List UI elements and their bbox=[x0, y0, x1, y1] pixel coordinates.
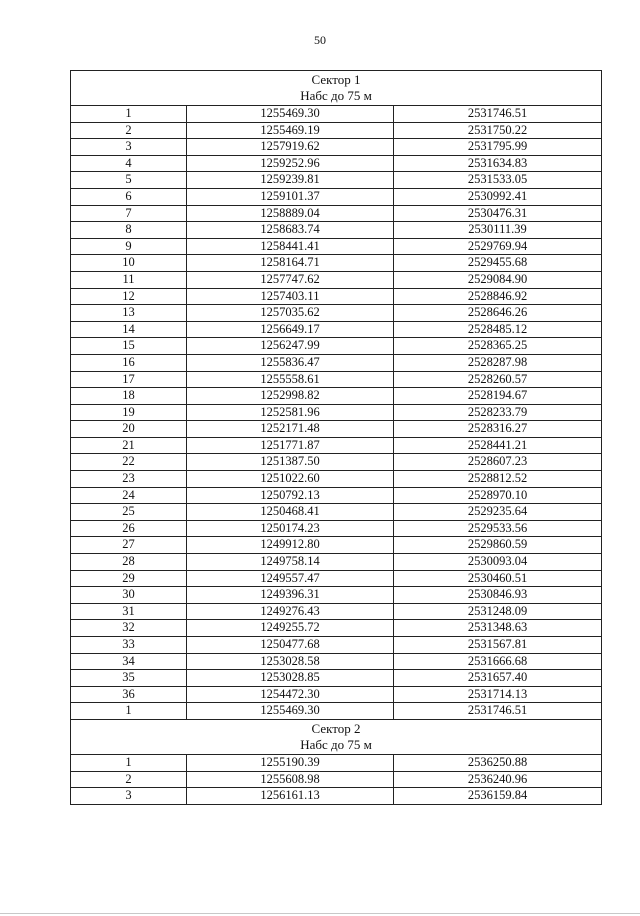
table-row bbox=[71, 238, 602, 255]
table-row bbox=[71, 620, 602, 637]
x-coordinate-cell: 1253028.58 bbox=[187, 653, 394, 670]
point-number-cell: 14 bbox=[71, 321, 187, 338]
point-number-cell: 4 bbox=[71, 155, 187, 172]
y-coordinate-cell: 2531657.40 bbox=[394, 670, 602, 687]
table-row bbox=[71, 404, 602, 421]
point-number-cell: 16 bbox=[71, 354, 187, 371]
y-coordinate-cell: 2528260.57 bbox=[394, 371, 602, 388]
x-coordinate-cell: 1256649.17 bbox=[187, 321, 394, 338]
x-coordinate-cell: 1255836.47 bbox=[187, 354, 394, 371]
y-coordinate-cell: 2530846.93 bbox=[394, 587, 602, 604]
point-number-cell: 21 bbox=[71, 437, 187, 454]
y-coordinate-cell: 2531795.99 bbox=[394, 139, 602, 156]
point-number-cell: 30 bbox=[71, 587, 187, 604]
table-row bbox=[71, 686, 602, 703]
x-coordinate-cell: 1249255.72 bbox=[187, 620, 394, 637]
x-coordinate-cell: 1249758.14 bbox=[187, 554, 394, 571]
x-coordinate-cell: 1251771.87 bbox=[187, 437, 394, 454]
point-number-cell: 13 bbox=[71, 305, 187, 322]
y-coordinate-cell: 2528812.52 bbox=[394, 471, 602, 488]
y-coordinate-cell: 2531714.13 bbox=[394, 686, 602, 703]
sector-subtitle: Набс до 75 м bbox=[300, 88, 372, 103]
y-coordinate-cell: 2528287.98 bbox=[394, 354, 602, 371]
x-coordinate-cell: 1252581.96 bbox=[187, 404, 394, 421]
sector-title: Сектор 2 bbox=[311, 720, 361, 736]
x-coordinate-cell: 1255469.19 bbox=[187, 122, 394, 139]
page-number: 50 bbox=[314, 33, 326, 47]
point-number-cell: 24 bbox=[71, 487, 187, 504]
x-coordinate-cell: 1249912.80 bbox=[187, 537, 394, 554]
point-number-cell: 22 bbox=[71, 454, 187, 471]
x-coordinate-cell: 1256161.13 bbox=[187, 788, 394, 805]
sector-header-cell bbox=[71, 71, 602, 106]
y-coordinate-cell: 2531746.51 bbox=[394, 703, 602, 720]
x-coordinate-cell: 1250477.68 bbox=[187, 637, 394, 654]
table-row bbox=[71, 653, 602, 670]
point-number-cell: 6 bbox=[71, 188, 187, 205]
x-coordinate-cell: 1259101.37 bbox=[187, 188, 394, 205]
y-coordinate-cell: 2528316.27 bbox=[394, 421, 602, 438]
y-coordinate-cell: 2529769.94 bbox=[394, 238, 602, 255]
x-coordinate-cell: 1257035.62 bbox=[187, 305, 394, 322]
y-coordinate-cell: 2531746.51 bbox=[394, 106, 602, 123]
x-coordinate-cell: 1254472.30 bbox=[187, 686, 394, 703]
y-coordinate-cell: 2531634.83 bbox=[394, 155, 602, 172]
point-number-cell: 2 bbox=[71, 122, 187, 139]
table-row bbox=[71, 570, 602, 587]
point-number-cell: 20 bbox=[71, 421, 187, 438]
sector-subtitle: Набс до 75 м bbox=[300, 736, 372, 752]
x-coordinate-cell: 1255190.39 bbox=[187, 754, 394, 771]
y-coordinate-cell: 2536240.96 bbox=[394, 771, 602, 788]
point-number-cell: 5 bbox=[71, 172, 187, 189]
y-coordinate-cell: 2528970.10 bbox=[394, 487, 602, 504]
table-row bbox=[71, 637, 602, 654]
x-coordinate-cell: 1252171.48 bbox=[187, 421, 394, 438]
point-number-cell: 19 bbox=[71, 404, 187, 421]
x-coordinate-cell: 1258164.71 bbox=[187, 255, 394, 272]
x-coordinate-cell: 1255469.30 bbox=[187, 106, 394, 123]
x-coordinate-cell: 1258889.04 bbox=[187, 205, 394, 222]
y-coordinate-cell: 2529084.90 bbox=[394, 271, 602, 288]
table-row bbox=[71, 520, 602, 537]
point-number-cell: 34 bbox=[71, 653, 187, 670]
point-number-cell: 17 bbox=[71, 371, 187, 388]
x-coordinate-cell: 1257747.62 bbox=[187, 271, 394, 288]
point-number-cell: 3 bbox=[71, 788, 187, 805]
table-row bbox=[71, 271, 602, 288]
point-number-cell: 23 bbox=[71, 471, 187, 488]
scan-edge-line bbox=[0, 913, 640, 914]
table-row bbox=[71, 122, 602, 139]
x-coordinate-cell: 1258441.41 bbox=[187, 238, 394, 255]
table-row bbox=[71, 554, 602, 571]
point-number-cell: 29 bbox=[71, 570, 187, 587]
point-number-cell: 10 bbox=[71, 255, 187, 272]
table-row bbox=[71, 421, 602, 438]
table-row bbox=[71, 788, 602, 805]
point-number-cell: 32 bbox=[71, 620, 187, 637]
table-row bbox=[71, 454, 602, 471]
table-row bbox=[71, 437, 602, 454]
table-row bbox=[71, 754, 602, 771]
x-coordinate-cell: 1252998.82 bbox=[187, 388, 394, 405]
y-coordinate-cell: 2529235.64 bbox=[394, 504, 602, 521]
table-row bbox=[71, 537, 602, 554]
coordinates-table-wrapper bbox=[70, 70, 601, 805]
x-coordinate-cell: 1249276.43 bbox=[187, 603, 394, 620]
x-coordinate-cell: 1255608.98 bbox=[187, 771, 394, 788]
table-row bbox=[71, 771, 602, 788]
table-row bbox=[71, 205, 602, 222]
y-coordinate-cell: 2529455.68 bbox=[394, 255, 602, 272]
point-number-cell: 15 bbox=[71, 338, 187, 355]
point-number-cell: 28 bbox=[71, 554, 187, 571]
table-row bbox=[71, 321, 602, 338]
x-coordinate-cell: 1249557.47 bbox=[187, 570, 394, 587]
point-number-cell: 35 bbox=[71, 670, 187, 687]
table-row bbox=[71, 305, 602, 322]
y-coordinate-cell: 2528646.26 bbox=[394, 305, 602, 322]
sector-title: Сектор 1 bbox=[311, 72, 361, 87]
table-row bbox=[71, 354, 602, 371]
x-coordinate-cell: 1259239.81 bbox=[187, 172, 394, 189]
table-row bbox=[71, 371, 602, 388]
table-row bbox=[71, 106, 602, 123]
point-number-cell: 31 bbox=[71, 603, 187, 620]
x-coordinate-cell: 1249396.31 bbox=[187, 587, 394, 604]
y-coordinate-cell: 2528607.23 bbox=[394, 454, 602, 471]
table-row bbox=[71, 288, 602, 305]
y-coordinate-cell: 2530093.04 bbox=[394, 554, 602, 571]
point-number-cell: 1 bbox=[71, 754, 187, 771]
y-coordinate-cell: 2536159.84 bbox=[394, 788, 602, 805]
y-coordinate-cell: 2528846.92 bbox=[394, 288, 602, 305]
point-number-cell: 2 bbox=[71, 771, 187, 788]
table-row bbox=[71, 504, 602, 521]
y-coordinate-cell: 2530992.41 bbox=[394, 188, 602, 205]
x-coordinate-cell: 1258683.74 bbox=[187, 222, 394, 239]
table-row bbox=[71, 188, 602, 205]
x-coordinate-cell: 1256247.99 bbox=[187, 338, 394, 355]
y-coordinate-cell: 2528194.67 bbox=[394, 388, 602, 405]
y-coordinate-cell: 2531666.68 bbox=[394, 653, 602, 670]
y-coordinate-cell: 2530460.51 bbox=[394, 570, 602, 587]
table-row bbox=[71, 338, 602, 355]
table-row bbox=[71, 487, 602, 504]
table-row bbox=[71, 139, 602, 156]
y-coordinate-cell: 2531750.22 bbox=[394, 122, 602, 139]
point-number-cell: 33 bbox=[71, 637, 187, 654]
point-number-cell: 8 bbox=[71, 222, 187, 239]
table-row bbox=[71, 670, 602, 687]
y-coordinate-cell: 2531248.09 bbox=[394, 603, 602, 620]
table-row bbox=[71, 471, 602, 488]
y-coordinate-cell: 2528233.79 bbox=[394, 404, 602, 421]
y-coordinate-cell: 2530476.31 bbox=[394, 205, 602, 222]
table-row bbox=[71, 703, 602, 720]
x-coordinate-cell: 1259252.96 bbox=[187, 155, 394, 172]
table-row bbox=[71, 172, 602, 189]
table-row bbox=[71, 222, 602, 239]
point-number-cell: 25 bbox=[71, 504, 187, 521]
y-coordinate-cell: 2528441.21 bbox=[394, 437, 602, 454]
point-number-cell: 1 bbox=[71, 703, 187, 720]
y-coordinate-cell: 2531533.05 bbox=[394, 172, 602, 189]
point-number-cell: 36 bbox=[71, 686, 187, 703]
x-coordinate-cell: 1250792.13 bbox=[187, 487, 394, 504]
x-coordinate-cell: 1257919.62 bbox=[187, 139, 394, 156]
x-coordinate-cell: 1253028.85 bbox=[187, 670, 394, 687]
table-row bbox=[71, 587, 602, 604]
x-coordinate-cell: 1251387.50 bbox=[187, 454, 394, 471]
y-coordinate-cell: 2531348.63 bbox=[394, 620, 602, 637]
y-coordinate-cell: 2530111.39 bbox=[394, 222, 602, 239]
table-row bbox=[71, 155, 602, 172]
table-row bbox=[71, 603, 602, 620]
sector-header-cell bbox=[71, 719, 602, 754]
coordinates-table-body bbox=[71, 71, 602, 805]
y-coordinate-cell: 2528365.25 bbox=[394, 338, 602, 355]
x-coordinate-cell: 1250468.41 bbox=[187, 504, 394, 521]
x-coordinate-cell: 1251022.60 bbox=[187, 471, 394, 488]
y-coordinate-cell: 2528485.12 bbox=[394, 321, 602, 338]
point-number-cell: 12 bbox=[71, 288, 187, 305]
table-row bbox=[71, 388, 602, 405]
y-coordinate-cell: 2529533.56 bbox=[394, 520, 602, 537]
x-coordinate-cell: 1255558.61 bbox=[187, 371, 394, 388]
point-number-cell: 27 bbox=[71, 537, 187, 554]
y-coordinate-cell: 2536250.88 bbox=[394, 754, 602, 771]
point-number-cell: 11 bbox=[71, 271, 187, 288]
y-coordinate-cell: 2531567.81 bbox=[394, 637, 602, 654]
x-coordinate-cell: 1257403.11 bbox=[187, 288, 394, 305]
point-number-cell: 18 bbox=[71, 388, 187, 405]
table-row bbox=[71, 255, 602, 272]
sector-header-row bbox=[71, 71, 602, 106]
x-coordinate-cell: 1250174.23 bbox=[187, 520, 394, 537]
coordinates-table bbox=[70, 70, 602, 805]
point-number-cell: 26 bbox=[71, 520, 187, 537]
point-number-cell: 1 bbox=[71, 106, 187, 123]
point-number-cell: 3 bbox=[71, 139, 187, 156]
point-number-cell: 7 bbox=[71, 205, 187, 222]
y-coordinate-cell: 2529860.59 bbox=[394, 537, 602, 554]
x-coordinate-cell: 1255469.30 bbox=[187, 703, 394, 720]
sector-header-row bbox=[71, 719, 602, 754]
point-number-cell: 9 bbox=[71, 238, 187, 255]
